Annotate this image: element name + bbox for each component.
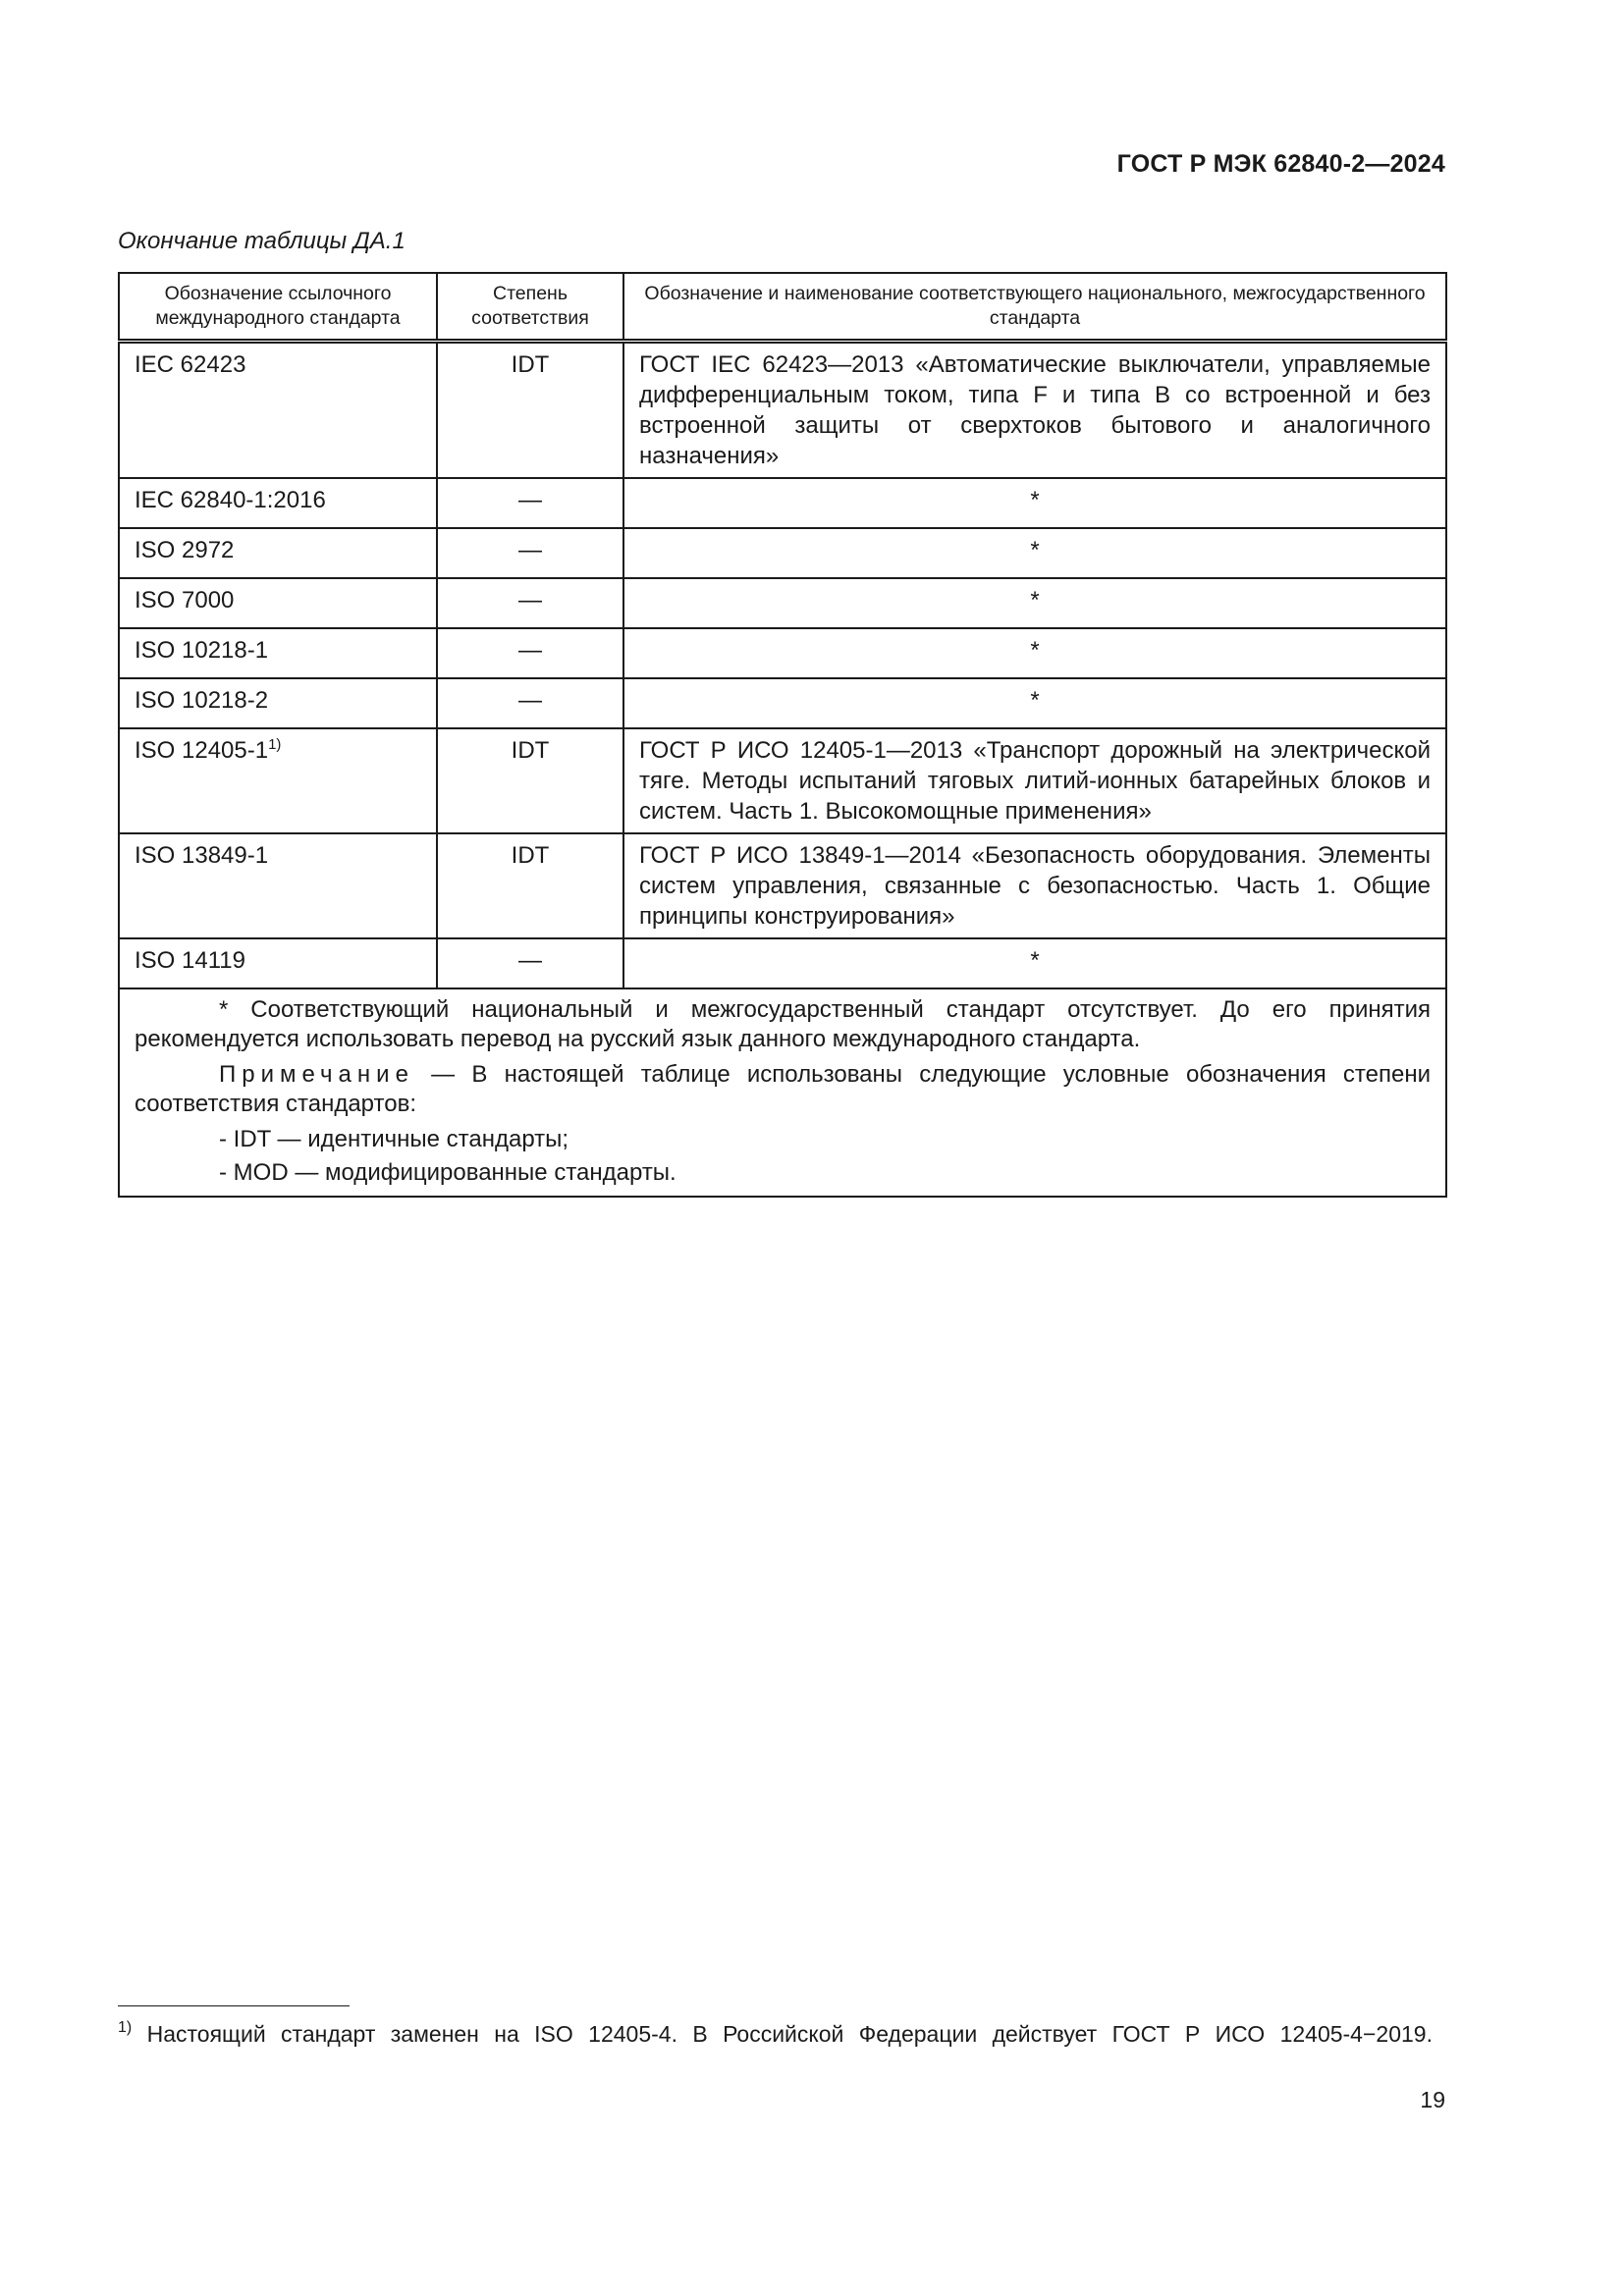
header-national-standard: Обозначение и наименование соответствующего национального, межгосударственного стандарта — [623, 273, 1446, 342]
cell-national-standard: * — [623, 528, 1446, 578]
cell-intl-standard — [119, 678, 437, 728]
table-body — [119, 342, 1446, 989]
document-code: ГОСТ Р МЭК 62840-2—2024 — [1116, 150, 1445, 178]
remark — [135, 1060, 1431, 1119]
intl-standard-code: ISO 7000 — [135, 587, 235, 614]
intl-standard-code: ISO 13849-1 — [135, 842, 269, 869]
footnote-mark: 1) — [118, 2019, 133, 2036]
table-row — [119, 628, 1446, 678]
table-row — [119, 938, 1446, 988]
cell-intl-standard — [119, 833, 437, 938]
cell-intl-standard — [119, 528, 437, 578]
standards-table — [118, 272, 1447, 1198]
table-header-row — [119, 273, 1446, 342]
table-row — [119, 833, 1446, 938]
table-row — [119, 678, 1446, 728]
cell-intl-standard — [119, 938, 437, 988]
footnote-text: Настоящий стандарт заменен на ISO 12405-4. В Российской Федерации действует ГОСТ Р ИСО 12405-4−2019. — [146, 2021, 1433, 2047]
remark-text: — В настоящей таблице использованы следующие условные обозначения степени соответствия стандартов: — [135, 1061, 1431, 1117]
cell-national-standard: ГОСТ Р ИСО 13849-1—2014 «Безопасность оборудования. Элементы систем управления, связанные с безопасностью. Часть 1. Общие принципы конструирования» — [623, 833, 1446, 938]
cell-national-standard: ГОСТ Р ИСО 12405-1—2013 «Транспорт дорожный на электрической тяге. Методы испытаний тяговых литий-ионных батарейных блоков и систем. Часть 1. Высокомощные применения» — [623, 728, 1446, 833]
cell-national-standard: * — [623, 628, 1446, 678]
cell-degree: — — [437, 628, 623, 678]
cell-degree: IDT — [437, 833, 623, 938]
footnote-separator — [118, 2005, 350, 2006]
intl-standard-code: ISO 14119 — [135, 947, 245, 974]
cell-national-standard: * — [623, 478, 1446, 528]
cell-degree: — — [437, 678, 623, 728]
intl-standard-code: IEC 62840-1:2016 — [135, 487, 326, 513]
cell-intl-standard — [119, 628, 437, 678]
star-note: * Соответствующий национальный и межгосударственный стандарт отсутствует. До его принятия рекомендуется использовать перевод на русский язык данного международного стандарта. — [135, 996, 1431, 1052]
footnote-reference: 1) — [268, 736, 282, 753]
cell-degree: — — [437, 528, 623, 578]
header-degree: Степень соответствия — [437, 273, 623, 342]
table-row — [119, 478, 1446, 528]
footnote — [118, 2018, 1445, 2051]
table-row — [119, 578, 1446, 628]
cell-degree: — — [437, 478, 623, 528]
cell-intl-standard — [119, 728, 437, 833]
intl-standard-code: ISO 10218-1 — [135, 637, 269, 664]
table-caption: Окончание таблицы ДА.1 — [118, 228, 406, 254]
cell-national-standard: * — [623, 678, 1446, 728]
cell-degree: IDT — [437, 728, 623, 833]
cell-degree: — — [437, 578, 623, 628]
notes-row — [119, 988, 1446, 1197]
degree-legend-list — [135, 1123, 1431, 1190]
cell-intl-standard — [119, 478, 437, 528]
cell-degree: — — [437, 938, 623, 988]
cell-intl-standard — [119, 342, 437, 479]
intl-standard-code: IEC 62423 — [135, 351, 246, 378]
table-row — [119, 728, 1446, 833]
cell-national-standard: ГОСТ IEC 62423—2013 «Автоматические выключатели, управляемые дифференциальным током, типа F и типа В со встроенной и без встроенной защиты от сверхтоков бытового и аналогичного назначения» — [623, 342, 1446, 479]
page-number: 19 — [1420, 2087, 1445, 2112]
intl-standard-code: ISO 10218-2 — [135, 687, 269, 714]
cell-national-standard: * — [623, 938, 1446, 988]
cell-degree: IDT — [437, 342, 623, 479]
legend-item-idt: - IDT — идентичные стандарты; — [219, 1126, 569, 1152]
notes-cell — [119, 988, 1446, 1197]
header-intl-standard: Обозначение ссылочного международного стандарта — [119, 273, 437, 342]
legend-item-mod: - MOD — модифицированные стандарты. — [219, 1159, 677, 1186]
table-row — [119, 528, 1446, 578]
intl-standard-code: ISO 12405-1 — [135, 737, 269, 764]
table-row — [119, 342, 1446, 479]
intl-standard-code: ISO 2972 — [135, 537, 235, 563]
cell-intl-standard — [119, 578, 437, 628]
cell-national-standard: * — [623, 578, 1446, 628]
remark-label: Примечание — [219, 1061, 414, 1088]
